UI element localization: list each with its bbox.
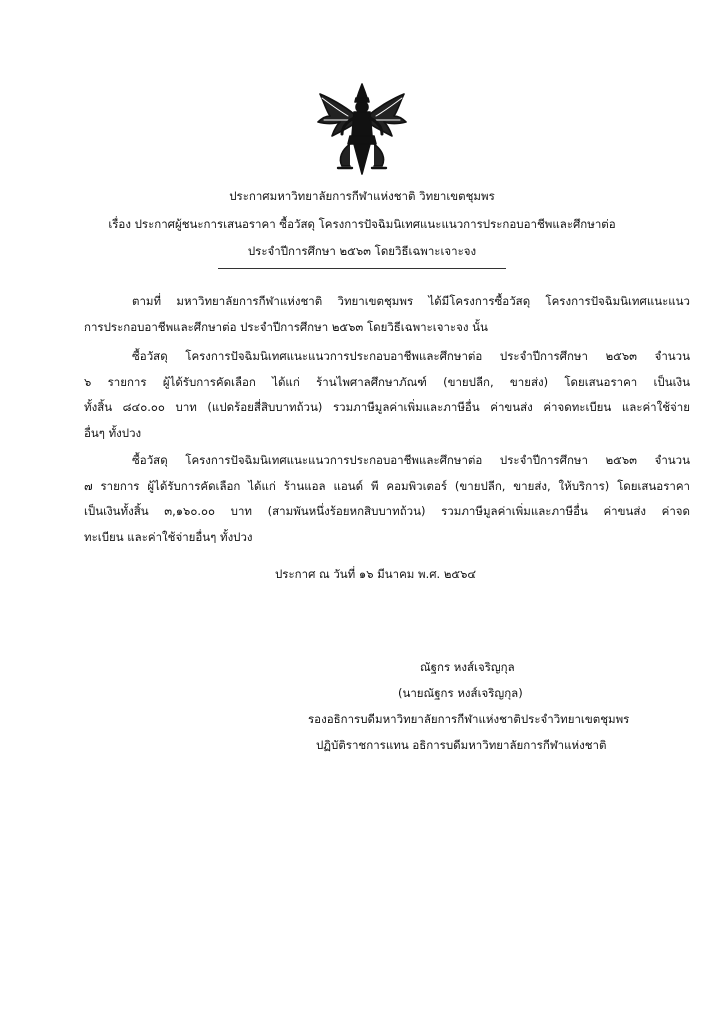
announcement-date: ประกาศ ณ วันที่ ๑๖ มีนาคม พ.ศ. ๒๕๖๔ (275, 567, 477, 581)
paragraph-2-line-1: ซื้อวัสดุ โครงการปัจฉิมนิเทศแนะแนวการประกอบอาชีพและศึกษาต่อ ประจำปีการศึกษา ๒๕๖๓ จำนวน (132, 349, 690, 363)
announcement-subject: เรื่อง ประกาศผู้ชนะการเสนอราคา ซื้อวัสดุ โครงการปัจฉิมนิเทศแนะแนวการประกอบอาชีพและศึกษาต่อ (108, 217, 616, 231)
garuda-emblem-icon (308, 80, 416, 180)
paragraph-1-line-2: การประกอบอาชีพและศึกษาต่อ ประจำปีการศึกษา ๒๕๖๓ โดยวิธีเฉพาะเจาะจง นั้น (84, 320, 488, 334)
signature-position-2: ปฏิบัติราชการแทน อธิการบดีมหาวิทยาลัยการกีฬาแห่งชาติ (316, 738, 607, 752)
paragraph-2-line-3: ทั้งสิ้น ๘๔๐.๐๐ บาท (แปดร้อยสี่สิบบาทถ้วน) รวมภาษีมูลค่าเพิ่มและภาษีอื่น ค่าขนส่ง ค่าจดทะเบียน และค่าใช้จ่าย (84, 400, 690, 414)
header-divider (218, 268, 506, 269)
paragraph-1-line-1: ตามที่ มหาวิทยาลัยการกีฬาแห่งชาติ วิทยาเขตชุมพร ได้มีโครงการซื้อวัสดุ โครงการปัจฉิมนิเทศแนะแนว (132, 294, 690, 308)
paragraph-3-line-4: ทะเบียน และค่าใช้จ่ายอื่นๆ ทั้งปวง (84, 530, 253, 544)
signature-position-1: รองอธิการบดีมหาวิทยาลัยการกีฬาแห่งชาติประจำวิทยาเขตชุมพร (308, 712, 630, 726)
announcement-title: ประกาศมหาวิทยาลัยการกีฬาแห่งชาติ วิทยาเขตชุมพร (229, 189, 495, 203)
announcement-subject-continued: ประจำปีการศึกษา ๒๕๖๓ โดยวิธีเฉพาะเจาะจง (247, 244, 477, 258)
paragraph-3-line-1: ซื้อวัสดุ โครงการปัจฉิมนิเทศแนะแนวการประกอบอาชีพและศึกษาต่อ ประจำปีการศึกษา ๒๕๖๓ จำนวน (132, 453, 690, 467)
paragraph-3-line-2: ๗ รายการ ผู้ได้รับการคัดเลือก ได้แก่ ร้านแอล แอนด์ พี คอมพิวเตอร์ (ขายปลีก, ขายส่ง, ให้บริการ) โดยเสนอราคา (84, 479, 690, 493)
signature-printed-name: (นายณัฐกร หงส์เจริญกุล) (398, 686, 523, 700)
paragraph-3-line-3: เป็นเงินทั้งสิ้น ๓,๑๖๐.๐๐ บาท (สามพันหนึ่งร้อยหกสิบบาทถ้วน) รวมภาษีมูลค่าเพิ่มและภาษีอื่น ค่าขนส่ง ค่าจด (84, 504, 690, 518)
signature-signed-name: ณัฐกร หงส์เจริญกุล (420, 660, 515, 674)
paragraph-2-line-2: ๖ รายการ ผู้ได้รับการคัดเลือก ได้แก่ ร้านไพศาลศึกษาภัณฑ์ (ขายปลีก, ขายส่ง) โดยเสนอราคา เป็นเงิน (84, 375, 690, 389)
paragraph-2-line-4: อื่นๆ ทั้งปวง (84, 426, 142, 440)
